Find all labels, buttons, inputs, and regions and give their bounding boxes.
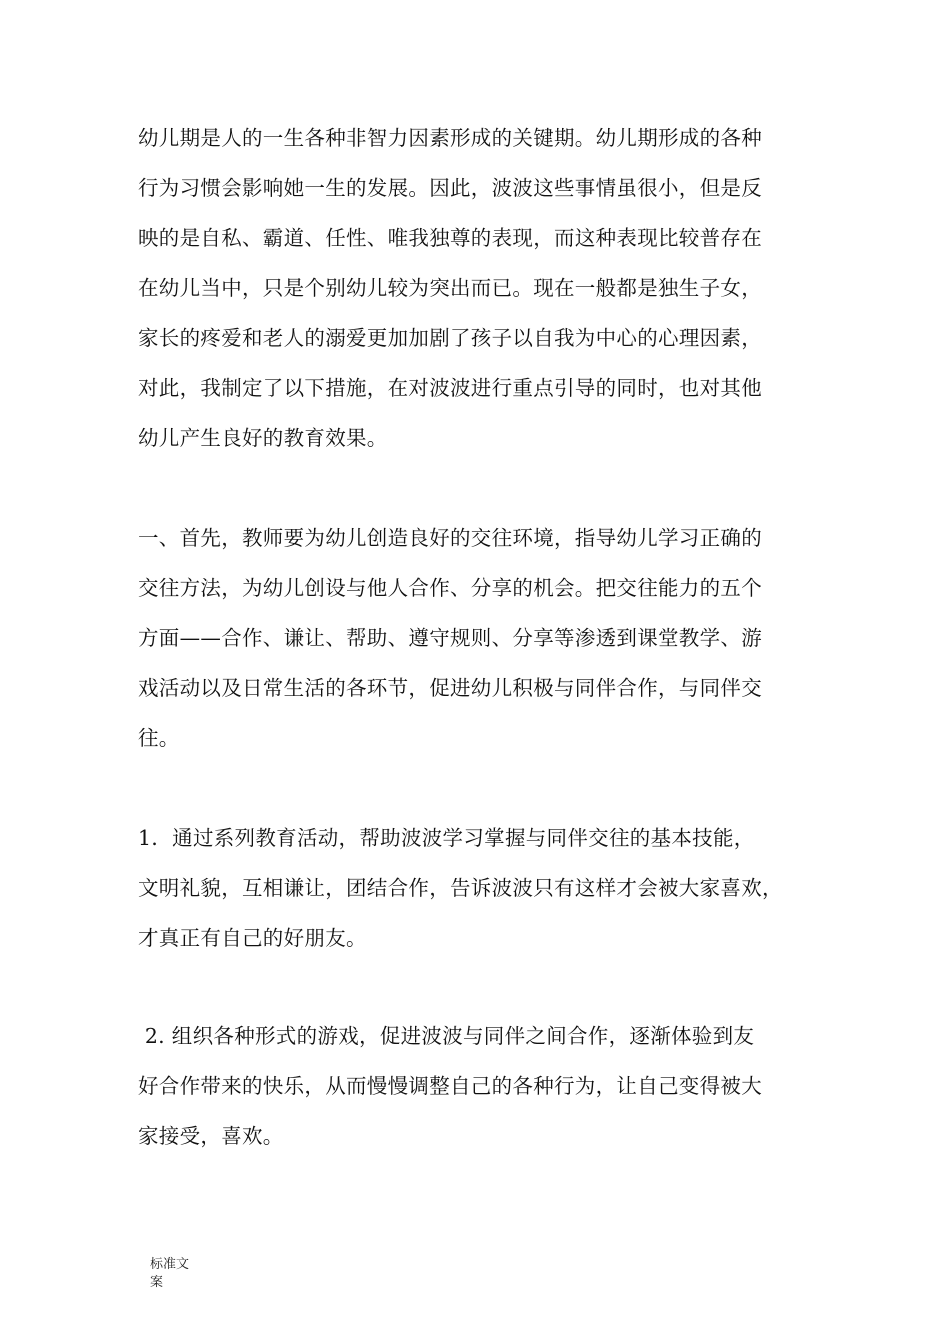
text-line: 戏活动以及日常生活的各环节，促进幼儿积极与同伴合作，与同伴交 <box>138 676 762 700</box>
text-line: 家长的疼爱和老人的溺爱更加加剧了孩子以自我为中心的心理因素， <box>138 326 762 350</box>
footer-label <box>150 1256 190 1292</box>
footer-line: 标准文 <box>150 1257 190 1272</box>
text-line: 幼儿期是人的一生各种非智力因素形成的关键期。幼儿期形成的各种 <box>138 126 762 150</box>
text-line: 一、首先，教师要为幼儿创造良好的交往环境，指导幼儿学习正确的 <box>138 526 762 550</box>
text-line: 2. 组织各种形式的游戏，促进波波与同伴之间合作，逐渐体验到友 <box>138 1024 755 1048</box>
text-line: 幼儿产生良好的教育效果。 <box>138 426 388 450</box>
text-line: 方面——合作、谦让、帮助、遵守规则、分享等渗透到课堂教学、游 <box>138 626 762 650</box>
text-line: 映的是自私、霸道、任性、唯我独尊的表现，而这种表现比较普存在 <box>138 226 762 250</box>
paragraph-item-2 <box>138 1011 828 1161</box>
paragraph-intro <box>138 113 828 463</box>
text-line: 才真正有自己的好朋友。 <box>138 926 367 950</box>
text-line: 好合作带来的快乐，从而慢慢调整自己的各种行为，让自己变得被大 <box>138 1074 762 1098</box>
text-line: 往。 <box>138 726 180 750</box>
text-line: 在幼儿当中，只是个别幼儿较为突出而已。现在一般都是独生子女， <box>138 276 762 300</box>
text-line: 行为习惯会影响她一生的发展。因此，波波这些事情虽很小，但是反 <box>138 176 762 200</box>
footer-line: 案 <box>150 1275 164 1290</box>
text-line: 家接受，喜欢。 <box>138 1124 284 1148</box>
paragraph-section-one <box>138 513 828 763</box>
paragraph-item-1 <box>138 813 828 963</box>
text-line: 1．通过系列教育活动，帮助波波学习掌握与同伴交往的基本技能， <box>138 826 755 850</box>
text-line: 对此，我制定了以下措施，在对波波进行重点引导的同时，也对其他 <box>138 376 762 400</box>
text-line: 文明礼貌，互相谦让，团结合作，告诉波波只有这样才会被大家喜欢， <box>138 876 783 900</box>
text-line: 交往方法，为幼儿创设与他人合作、分享的机会。把交往能力的五个 <box>138 576 762 600</box>
